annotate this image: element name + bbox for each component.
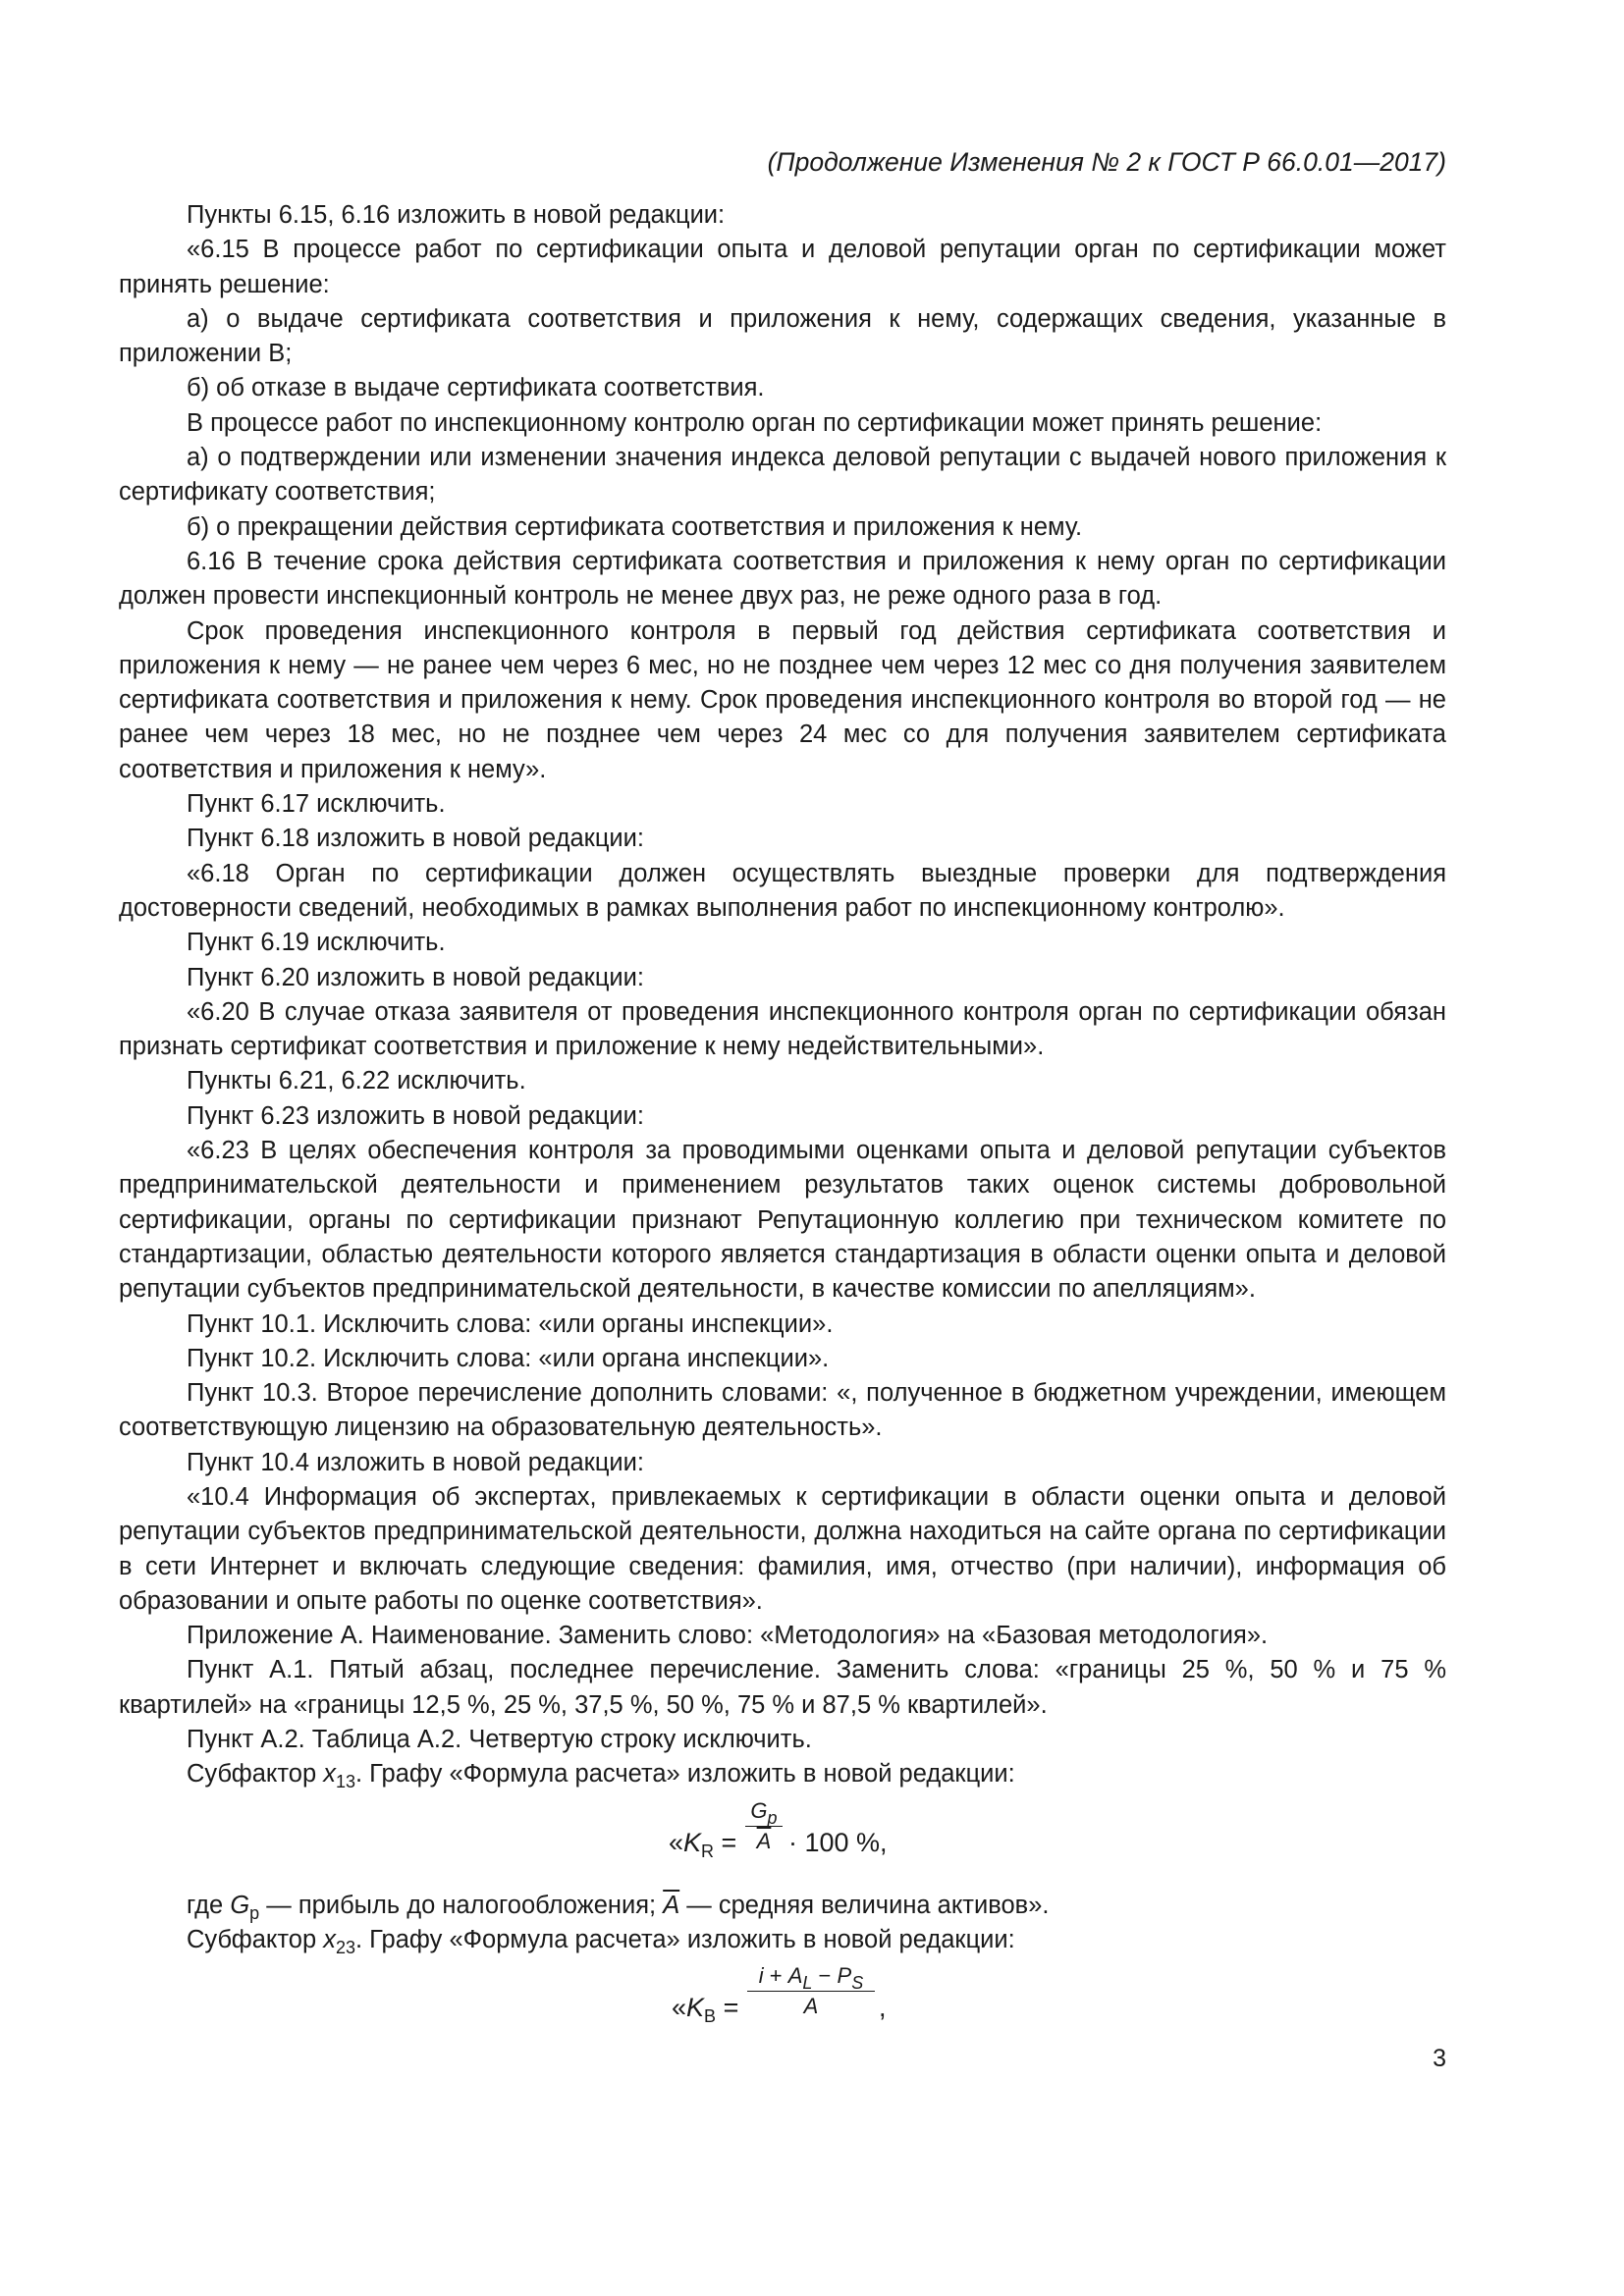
where-clause [119, 1889, 1446, 1923]
paragraph: Пункт 6.18 изложить в новой редакции: [187, 825, 645, 853]
fraction-denominator: A [747, 1991, 875, 2021]
formula-kb-tail: , [879, 1993, 887, 2023]
subfactor-suffix: . Графу «Формула расчета» изложить в новой редакции: [355, 1760, 1015, 1789]
paragraph: Пункт 10.1. Исключить слова: «или органы инспекции». [187, 1309, 834, 1338]
equals-sign: = [714, 1827, 737, 1857]
document-body [119, 198, 1446, 2054]
paragraph: 6.16 В течение срока действия сертификата соответствия и приложения к нему орган по сертификации должен провести инспекционный контроль не менее двух раз, не реже одного раза в год. [119, 547, 1446, 611]
where-variable-a: $\overline{A}$ [663, 1891, 680, 1919]
subfactor-x23-paragraph [119, 1923, 1446, 1957]
paragraph: Пункты 6.21, 6.22 исключить. [187, 1067, 526, 1095]
plus-sign: + [763, 1963, 788, 1989]
subfactor-prefix: Субфактор [187, 1760, 324, 1789]
subscript-l: L [802, 1973, 813, 1994]
subfactor-variable: x [323, 1760, 336, 1789]
formula-kr-lhs [669, 1826, 736, 1860]
where-suffix: — средняя величина активов». [679, 1891, 1050, 1919]
paragraph: б) о прекращении действия сертификата соответствия и приложения к нему. [187, 512, 1083, 541]
paragraph: «6.15 В процессе работ по сертификации опыта и деловой репутации орган по сертификации может принять решение: [119, 236, 1446, 298]
fraction-denominator: A [745, 1826, 783, 1856]
paragraph: Пункт 10.4 изложить в новой редакции: [187, 1448, 645, 1476]
subfactor-variable: x [323, 1925, 336, 1953]
paragraph: Пункт А.1. Пятый абзац, последнее перечисление. Заменить слова: «границы 25 %, 50 % и 75 % квартилей» на «границы 12,5 %, 25 %, 37,5 %, 50 %, 75 % и 87,5 % квартилей». [119, 1656, 1446, 1719]
where-subscript-p: p [249, 1902, 260, 1923]
numerator-p: P [837, 1963, 852, 1989]
paragraph: Пункт 10.2. Исключить слова: «или органа инспекции». [187, 1344, 830, 1372]
open-quote: « [669, 1827, 684, 1857]
paragraph: б) об отказе в выдаче сертификата соответствия. [187, 374, 765, 402]
numerator-i: i [758, 1963, 764, 1989]
subscript-s: S [851, 1973, 864, 1994]
paragraph: «6.18 Орган по сертификации должен осуществлять выездные проверки для подтверждения достоверности сведений, необходимых в рамках выполнения работ по инспекционному контролю». [119, 859, 1446, 922]
paragraph: Приложение А. Наименование. Заменить слово: «Методология» на «Базовая методология». [187, 1622, 1269, 1650]
formula-kb-fraction [747, 1961, 875, 2021]
paragraph: Пункт 6.19 исключить. [187, 929, 446, 957]
subfactor-subscript: 13 [335, 1772, 355, 1792]
formula-kb [119, 1957, 1446, 2054]
paragraph: «6.23 В целях обеспечения контроля за проводимыми оценками опыта и деловой репутации субъектов предпринимательской деятельности и применением результатов таких оценок системы добровольной сертификации, органы по сертификации признают Репутационную коллегию при техническом комитете по стандартизации, областью деятельности которого является стандартизация в области оценки опыта и деловой репутации субъектов предпринимательской деятельности, в качестве комиссии по апелляциям». [119, 1137, 1446, 1304]
paragraph: Пункт 6.23 изложить в новой редакции: [187, 1101, 645, 1130]
formula-kr-tail: · 100 %, [788, 1827, 888, 1857]
paragraph: Пункт 6.20 изложить в новой редакции: [187, 963, 645, 991]
paragraph: Срок проведения инспекционного контроля в первый год действия сертификата соответствия и приложения к нему — не ранее чем через 6 мес, но не позднее чем через 12 мес со дня получения заявителем сертификата соответствия и приложения к нему. Срок проведения инспекционного контроля во второй год — не ранее чем через 18 мес, но не позднее чем через 24 мес со для получения заявителем сертификата соответствия и приложения к нему». [119, 616, 1446, 783]
fraction-numerator [745, 1796, 783, 1826]
paragraph: «6.20 В случае отказа заявителя от проведения инспекционного контроля орган по сертификации обязан признать сертификат соответствия и приложение к нему недействительными». [119, 997, 1446, 1061]
running-header: (Продолжение Изменения № 2 к ГОСТ Р 66.0.01—2017) [767, 147, 1446, 177]
formula-subscript: B [704, 2006, 717, 2027]
paragraph: Пункт А.2. Таблица А.2. Четвертую строку исключить. [187, 1726, 812, 1754]
paragraph: а) о выдаче сертификата соответствия и приложения к нему, содержащих сведения, указанные в приложении В; [119, 304, 1446, 368]
subfactor-prefix: Субфактор [187, 1925, 324, 1953]
numerator-subscript: p [767, 1807, 778, 1828]
paragraph: В процессе работ по инспекционному контролю орган по сертификации может принять решение: [187, 408, 1323, 437]
paragraph: «10.4 Информация об экспертах, привлекаемых к сертификации в области оценки опыта и деловой репутации субъектов предпринимательской деятельности, должна находиться на сайте органа по сертификации в сети Интернет и включать следующие сведения: фамилия, имя, отчество (при наличии), информация об образовании и опыте работы по оценке соответствия». [119, 1482, 1446, 1615]
equals-sign: = [716, 1993, 739, 2023]
open-quote: « [672, 1993, 687, 2023]
formula-variable: K [686, 1993, 705, 2023]
subfactor-x13-paragraph [119, 1757, 1446, 1791]
subfactor-suffix: . Графу «Формула расчета» изложить в новой редакции: [355, 1925, 1015, 1953]
paragraph: Пункты 6.15, 6.16 изложить в новой редакции: [187, 201, 726, 229]
where-variable-g: G [230, 1891, 250, 1919]
numerator-a: A [787, 1963, 803, 1989]
formula-subscript: R [701, 1841, 715, 1861]
where-middle: — прибыль до налогообложения; [259, 1891, 664, 1919]
minus-sign: − [812, 1963, 838, 1989]
formula-kr-fraction [745, 1796, 783, 1856]
formula-kb-lhs [672, 1991, 738, 2025]
paragraph: Пункт 10.3. Второе перечисление дополнить словами: «, полученное в бюджетном учреждении, имеющем соответствующую лицензию на образовательную деятельность». [119, 1379, 1446, 1442]
numerator-variable: G [750, 1797, 768, 1823]
formula-variable: K [683, 1827, 702, 1857]
where-prefix: где [187, 1891, 231, 1919]
formula-kr [119, 1792, 1446, 1889]
page-number: 3 [1433, 2045, 1446, 2072]
subfactor-subscript: 23 [335, 1937, 355, 1957]
paragraph: Пункт 6.17 исключить. [187, 790, 446, 819]
fraction-numerator [747, 1961, 875, 1994]
paragraph: а) о подтверждении или изменении значения индекса деловой репутации с выдачей нового приложения к сертификату соответствия; [119, 444, 1446, 507]
